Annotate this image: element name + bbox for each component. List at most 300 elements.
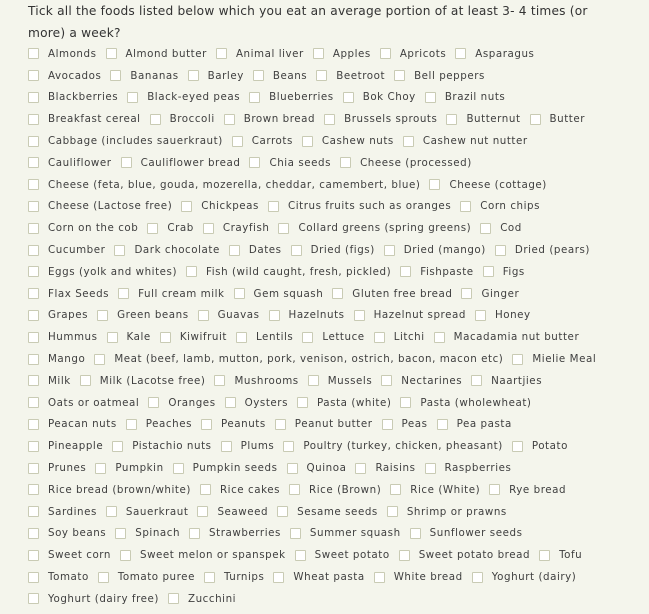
option-almond-butter[interactable] <box>106 48 207 60</box>
option-beans[interactable] <box>253 70 307 82</box>
option-spinach[interactable] <box>115 527 180 539</box>
checkbox[interactable] <box>340 157 351 168</box>
checkbox[interactable] <box>471 375 482 386</box>
checkbox[interactable] <box>118 288 129 299</box>
option-chickpeas[interactable] <box>181 200 259 212</box>
option-pasta-wholewheat[interactable] <box>400 397 531 409</box>
checkbox[interactable] <box>107 332 118 343</box>
option-sardines[interactable] <box>28 506 97 518</box>
checkbox[interactable] <box>374 332 385 343</box>
checkbox[interactable] <box>147 223 158 234</box>
option-mushrooms[interactable] <box>214 375 298 387</box>
checkbox[interactable] <box>28 266 39 277</box>
option-label: Blackberries <box>48 91 119 104</box>
option-cheese-processed[interactable] <box>340 157 472 169</box>
option-mussels[interactable] <box>308 375 373 387</box>
option-label: Peaches <box>145 418 192 431</box>
option-raisins[interactable] <box>355 462 415 474</box>
checkbox[interactable] <box>287 463 298 474</box>
checkbox[interactable] <box>148 397 159 408</box>
option-label: Potato <box>531 440 568 453</box>
option-figs[interactable] <box>483 266 525 278</box>
checkbox[interactable] <box>189 528 200 539</box>
option-corn-chips[interactable] <box>460 200 540 212</box>
option-label: Pasta (white) <box>317 396 392 409</box>
option-label: Cashew nuts <box>321 135 394 148</box>
option-cod[interactable] <box>480 222 522 234</box>
checkbox[interactable] <box>437 419 448 430</box>
option-sweet-corn[interactable] <box>28 549 111 561</box>
checkbox[interactable] <box>472 572 483 583</box>
checkbox[interactable] <box>28 550 39 561</box>
option-label: Dried (figs) <box>310 244 375 257</box>
checkbox[interactable] <box>291 245 302 256</box>
checkbox[interactable] <box>28 245 39 256</box>
option-macadamia-nut-butter[interactable] <box>434 331 580 343</box>
option-pumpkin[interactable] <box>95 462 163 474</box>
option-label: Lentils <box>255 331 294 344</box>
option-bok-choy[interactable] <box>343 91 416 103</box>
option-soy-beans[interactable] <box>28 527 106 539</box>
checkbox[interactable] <box>28 310 39 321</box>
checkbox[interactable] <box>188 70 199 81</box>
option-peas[interactable] <box>382 418 428 430</box>
checkbox[interactable] <box>332 288 343 299</box>
option-black-eyed-peas[interactable] <box>127 91 240 103</box>
option-avocados[interactable] <box>28 70 101 82</box>
checkbox[interactable] <box>201 419 212 430</box>
checkbox[interactable] <box>269 310 280 321</box>
checkbox[interactable] <box>28 223 39 234</box>
checkbox[interactable] <box>28 92 39 103</box>
checkbox[interactable] <box>126 419 137 430</box>
checkbox[interactable] <box>28 288 39 299</box>
checkbox[interactable] <box>28 375 39 386</box>
option-rice-bread-brown-white[interactable] <box>28 484 191 496</box>
option-litchi[interactable] <box>374 331 425 343</box>
checkbox[interactable] <box>28 201 39 212</box>
option-beetroot[interactable] <box>316 70 385 82</box>
option-sweet-potato[interactable] <box>295 549 390 561</box>
option-sweet-potato-bread[interactable] <box>399 549 530 561</box>
option-almonds[interactable] <box>28 48 97 60</box>
checkbox[interactable] <box>387 506 398 517</box>
checkbox[interactable] <box>216 48 227 59</box>
checkbox[interactable] <box>120 550 131 561</box>
option-blackberries[interactable] <box>28 91 118 103</box>
checkbox[interactable] <box>390 484 401 495</box>
option-row <box>28 217 643 239</box>
option-rice-brown[interactable] <box>289 484 381 496</box>
option-mielie-meal[interactable] <box>512 353 596 365</box>
option-pea-pasta[interactable] <box>437 418 512 430</box>
checkbox[interactable] <box>483 266 494 277</box>
option-yoghurt-dairy-free[interactable] <box>28 593 159 605</box>
checkbox[interactable] <box>186 266 197 277</box>
checkbox[interactable] <box>460 201 471 212</box>
option-label: Prunes <box>48 462 87 475</box>
option-fish-wild-caught-fresh-pickled[interactable] <box>186 266 391 278</box>
checkbox[interactable] <box>28 332 39 343</box>
question-text: Tick all the foods listed below which you eat an average portion of at least 3- 4 times (or more) a week? <box>28 4 588 40</box>
option-brazil-nuts[interactable] <box>425 91 506 103</box>
checkbox[interactable] <box>28 136 39 147</box>
option-sunflower-seeds[interactable] <box>410 527 523 539</box>
checkbox[interactable] <box>381 375 392 386</box>
option-tomato-puree[interactable] <box>98 571 195 583</box>
option-label: Rice bread (brown/white) <box>48 483 191 496</box>
option-label: Soy beans <box>48 527 107 540</box>
option-cauliflower[interactable] <box>28 157 112 169</box>
checkbox[interactable] <box>410 528 421 539</box>
checkbox[interactable] <box>28 114 39 125</box>
checkbox[interactable] <box>121 157 132 168</box>
option-cauliflower-bread[interactable] <box>121 157 241 169</box>
option-asparagus[interactable] <box>455 48 534 60</box>
checkbox[interactable] <box>28 157 39 168</box>
checkbox[interactable] <box>112 441 123 452</box>
checkbox[interactable] <box>106 506 117 517</box>
checkbox[interactable] <box>355 463 366 474</box>
option-peanut-butter[interactable] <box>275 418 373 430</box>
option-label: Citrus fruits such as oranges <box>287 200 452 213</box>
checkbox[interactable] <box>234 288 245 299</box>
option-corn-on-the-cob[interactable] <box>28 222 138 234</box>
option-brown-bread[interactable] <box>224 113 315 125</box>
option-dried-figs[interactable] <box>291 244 375 256</box>
option-cheese-feta-blue-gouda-mozerella-cheddar-camembert-blue[interactable] <box>28 179 420 191</box>
checkbox[interactable] <box>302 136 313 147</box>
option-cashew-nuts[interactable] <box>302 135 394 147</box>
checkbox[interactable] <box>232 136 243 147</box>
checkbox[interactable] <box>181 201 192 212</box>
option-bananas[interactable] <box>110 70 178 82</box>
checkbox[interactable] <box>28 506 39 517</box>
option-ginger[interactable] <box>461 288 519 300</box>
option-kale[interactable] <box>107 331 151 343</box>
option-label: Apricots <box>399 47 447 60</box>
checkbox[interactable] <box>268 201 279 212</box>
checkbox[interactable] <box>28 572 39 583</box>
checkbox[interactable] <box>150 114 161 125</box>
checkbox[interactable] <box>249 92 260 103</box>
option-tofu[interactable] <box>539 549 582 561</box>
checkbox[interactable] <box>214 375 225 386</box>
checkbox[interactable] <box>429 179 440 190</box>
checkbox[interactable] <box>380 48 391 59</box>
option-label: Almond butter <box>125 47 207 60</box>
checkbox[interactable] <box>95 463 106 474</box>
checkbox[interactable] <box>28 528 39 539</box>
option-breakfast-cereal[interactable] <box>28 113 141 125</box>
option-milk[interactable] <box>28 375 71 387</box>
option-white-bread[interactable] <box>374 571 463 583</box>
option-mango[interactable] <box>28 353 85 365</box>
checkbox[interactable] <box>316 70 327 81</box>
checkbox[interactable] <box>434 332 445 343</box>
checkbox[interactable] <box>115 528 126 539</box>
option-label: Kiwifruit <box>179 331 227 344</box>
option-label: Yoghurt (dairy) <box>491 571 577 584</box>
option-meat-beef-lamb-mutton-pork-venison-ostrich-bacon-macon-etc[interactable] <box>94 353 503 365</box>
checkbox[interactable] <box>384 245 395 256</box>
option-prunes[interactable] <box>28 462 86 474</box>
option-label: Meat (beef, lamb, mutton, pork, venison, ostrich, bacon, macon etc) <box>114 353 504 366</box>
option-oats-or-oatmeal[interactable] <box>28 397 139 409</box>
checkbox[interactable] <box>290 528 301 539</box>
option-label: Cauliflower <box>48 156 112 169</box>
option-flax-seeds[interactable] <box>28 288 109 300</box>
option-bell-peppers[interactable] <box>394 70 485 82</box>
option-label: Sauerkraut <box>125 505 189 518</box>
checkbox[interactable] <box>273 572 284 583</box>
checkbox[interactable] <box>197 506 208 517</box>
checkbox[interactable] <box>425 463 436 474</box>
option-label: Mango <box>48 353 86 366</box>
option-dried-pears[interactable] <box>495 244 590 256</box>
checkbox[interactable] <box>400 266 411 277</box>
option-label: Eggs (yolk and whites) <box>48 265 178 278</box>
option-label: Pumpkin <box>115 462 164 475</box>
option-plums[interactable] <box>221 440 275 452</box>
option-dates[interactable] <box>229 244 282 256</box>
option-sesame-seeds[interactable] <box>277 506 378 518</box>
option-apples[interactable] <box>313 48 371 60</box>
option-row <box>28 370 643 392</box>
option-cashew-nut-nutter[interactable] <box>403 135 528 147</box>
option-poultry-turkey-chicken-pheasant[interactable] <box>283 440 502 452</box>
option-citrus-fruits-such-as-oranges[interactable] <box>268 200 451 212</box>
option-dark-chocolate[interactable] <box>114 244 219 256</box>
option-animal-liver[interactable] <box>216 48 304 60</box>
option-grapes[interactable] <box>28 309 88 321</box>
option-apricots[interactable] <box>380 48 446 60</box>
checkbox[interactable] <box>530 114 541 125</box>
option-pistachio-nuts[interactable] <box>112 440 211 452</box>
option-quinoa[interactable] <box>287 462 347 474</box>
option-pasta-white[interactable] <box>297 397 391 409</box>
option-nectarines[interactable] <box>381 375 462 387</box>
checkbox[interactable] <box>382 419 393 430</box>
option-cheese-lactose-free[interactable] <box>28 200 172 212</box>
checkbox[interactable] <box>512 441 523 452</box>
option-raspberries[interactable] <box>425 462 512 474</box>
option-hummus[interactable] <box>28 331 98 343</box>
option-milk-lacotse-free[interactable] <box>80 375 206 387</box>
checkbox[interactable] <box>354 310 365 321</box>
checkbox[interactable] <box>114 245 125 256</box>
option-honey[interactable] <box>475 309 531 321</box>
checkbox[interactable] <box>297 397 308 408</box>
checkbox[interactable] <box>374 572 385 583</box>
option-blueberries[interactable] <box>249 91 334 103</box>
option-label: Litchi <box>393 331 425 344</box>
checkbox[interactable] <box>324 114 335 125</box>
checkbox[interactable] <box>495 245 506 256</box>
option-potato[interactable] <box>512 440 568 452</box>
checkbox[interactable] <box>28 70 39 81</box>
checkbox[interactable] <box>275 419 286 430</box>
checkbox[interactable] <box>221 441 232 452</box>
option-tomato[interactable] <box>28 571 89 583</box>
checkbox[interactable] <box>403 136 414 147</box>
option-row <box>28 414 643 436</box>
checkbox[interactable] <box>28 419 39 430</box>
checkbox[interactable] <box>399 550 410 561</box>
option-row <box>28 435 643 457</box>
option-summer-squash[interactable] <box>290 527 401 539</box>
option-fishpaste[interactable] <box>400 266 473 278</box>
option-green-beans[interactable] <box>97 309 189 321</box>
checkbox[interactable] <box>475 310 486 321</box>
option-wheat-pasta[interactable] <box>273 571 364 583</box>
checkbox[interactable] <box>277 506 288 517</box>
option-label: Tomato puree <box>117 571 195 584</box>
option-label: Butter <box>549 113 586 126</box>
checkbox[interactable] <box>110 70 121 81</box>
checkbox[interactable] <box>28 441 39 452</box>
checkbox[interactable] <box>28 593 39 604</box>
checkbox[interactable] <box>127 92 138 103</box>
checkbox[interactable] <box>28 354 39 365</box>
checkbox[interactable] <box>198 310 209 321</box>
checkbox[interactable] <box>28 397 39 408</box>
checkbox[interactable] <box>28 484 39 495</box>
option-turnips[interactable] <box>204 571 264 583</box>
option-sauerkraut[interactable] <box>106 506 189 518</box>
option-butter[interactable] <box>530 113 586 125</box>
option-broccoli[interactable] <box>150 113 215 125</box>
option-oysters[interactable] <box>225 397 288 409</box>
option-carrots[interactable] <box>232 135 293 147</box>
option-hazelnuts[interactable] <box>269 309 345 321</box>
checkbox[interactable] <box>203 223 214 234</box>
checkbox[interactable] <box>512 354 523 365</box>
checkbox[interactable] <box>446 114 457 125</box>
checkbox[interactable] <box>106 48 117 59</box>
option-label: Bok Choy <box>362 91 416 104</box>
option-sweet-melon-or-spanspek[interactable] <box>120 549 286 561</box>
checkbox[interactable] <box>225 397 236 408</box>
option-rice-cakes[interactable] <box>200 484 280 496</box>
option-row <box>28 566 643 588</box>
checkbox[interactable] <box>455 48 466 59</box>
checkbox[interactable] <box>97 310 108 321</box>
checkbox[interactable] <box>200 484 211 495</box>
option-label: Summer squash <box>309 527 401 540</box>
checkbox[interactable] <box>394 70 405 81</box>
checkbox[interactable] <box>343 92 354 103</box>
checkbox[interactable] <box>94 354 105 365</box>
option-brussels-sprouts[interactable] <box>324 113 437 125</box>
option-gem-squash[interactable] <box>234 288 324 300</box>
option-guavas[interactable] <box>198 309 260 321</box>
option-kiwifruit[interactable] <box>160 331 227 343</box>
option-rye-bread[interactable] <box>489 484 566 496</box>
option-label: Ginger <box>481 287 520 300</box>
option-lentils[interactable] <box>236 331 293 343</box>
checkbox[interactable] <box>295 550 306 561</box>
checkbox[interactable] <box>173 463 184 474</box>
option-label: Raisins <box>375 462 416 475</box>
option-label: Shrimp or prawns <box>406 505 507 518</box>
checkbox[interactable] <box>278 223 289 234</box>
option-label: Green beans <box>117 309 189 322</box>
option-crab[interactable] <box>147 222 193 234</box>
checkbox[interactable] <box>539 550 550 561</box>
checkbox[interactable] <box>168 593 179 604</box>
checkbox[interactable] <box>425 92 436 103</box>
option-oranges[interactable] <box>148 397 215 409</box>
checkbox[interactable] <box>236 332 247 343</box>
option-seaweed[interactable] <box>197 506 268 518</box>
checkbox[interactable] <box>80 375 91 386</box>
checkbox[interactable] <box>229 245 240 256</box>
option-label: Chia seeds <box>269 156 332 169</box>
checkbox[interactable] <box>308 375 319 386</box>
option-row <box>28 87 643 109</box>
option-strawberries[interactable] <box>189 527 281 539</box>
checkbox[interactable] <box>400 397 411 408</box>
option-pineapple[interactable] <box>28 440 103 452</box>
option-chia-seeds[interactable] <box>249 157 331 169</box>
option-pumpkin-seeds[interactable] <box>173 462 278 474</box>
option-peacan-nuts[interactable] <box>28 418 117 430</box>
checkbox[interactable] <box>289 484 300 495</box>
checkbox[interactable] <box>253 70 264 81</box>
option-label: Strawberries <box>209 527 281 540</box>
option-yoghurt-dairy[interactable] <box>472 571 577 583</box>
checkbox[interactable] <box>28 179 39 190</box>
option-peanuts[interactable] <box>201 418 266 430</box>
option-cheese-cottage[interactable] <box>429 179 546 191</box>
option-label: Asparagus <box>475 47 535 60</box>
option-label: Pumpkin seeds <box>192 462 278 475</box>
option-hazelnut-spread[interactable] <box>354 309 466 321</box>
option-eggs-yolk-and-whites[interactable] <box>28 266 177 278</box>
option-shrimp-or-prawns[interactable] <box>387 506 507 518</box>
option-dried-mango[interactable] <box>384 244 486 256</box>
checkbox[interactable] <box>302 332 313 343</box>
checkbox[interactable] <box>224 114 235 125</box>
option-gluten-free-bread[interactable] <box>332 288 452 300</box>
option-collard-greens-spring-greens[interactable] <box>278 222 471 234</box>
option-naartjies[interactable] <box>471 375 542 387</box>
option-rice-white[interactable] <box>390 484 480 496</box>
option-cucumber[interactable] <box>28 244 105 256</box>
option-crayfish[interactable] <box>203 222 270 234</box>
option-zucchini[interactable] <box>168 593 236 605</box>
checkbox[interactable] <box>489 484 500 495</box>
option-butternut[interactable] <box>446 113 520 125</box>
checkbox[interactable] <box>313 48 324 59</box>
checkbox[interactable] <box>461 288 472 299</box>
checkbox[interactable] <box>204 572 215 583</box>
option-barley[interactable] <box>188 70 244 82</box>
option-peaches[interactable] <box>126 418 192 430</box>
option-lettuce[interactable] <box>302 331 364 343</box>
checkbox[interactable] <box>249 157 260 168</box>
option-row <box>28 392 643 414</box>
checkbox[interactable] <box>480 223 491 234</box>
checkbox[interactable] <box>28 48 39 59</box>
checkbox[interactable] <box>283 441 294 452</box>
checkbox[interactable] <box>98 572 109 583</box>
checkbox[interactable] <box>160 332 171 343</box>
option-cabbage-includes-sauerkraut[interactable] <box>28 135 223 147</box>
option-full-cream-milk[interactable] <box>118 288 224 300</box>
checkbox[interactable] <box>28 463 39 474</box>
